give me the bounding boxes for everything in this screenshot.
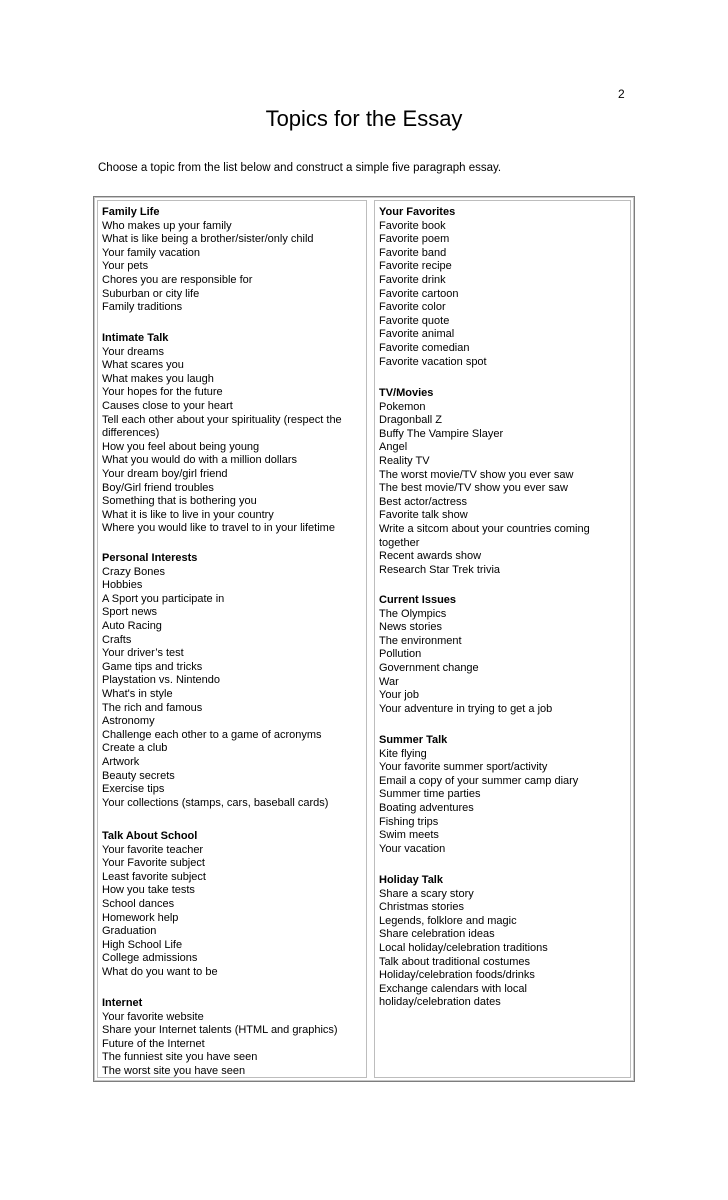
topic-item: Swim meets <box>379 829 439 842</box>
topic-item: Favorite drink <box>379 273 446 286</box>
topic-item: Share celebration ideas <box>379 928 495 941</box>
topic-item: Favorite band <box>379 246 447 259</box>
topic-item: Crazy Bones <box>102 565 165 578</box>
topic-item: Challenge each other to a game of acronyms <box>102 728 322 741</box>
topic-item: Your collections (stamps, cars, baseball cards) <box>102 796 329 809</box>
topic-item: Legends, folklore and magic <box>379 914 517 927</box>
topic-item: Suburban or city life <box>102 287 200 300</box>
topic-section-current-issues <box>379 594 625 716</box>
topic-item: Your Favorite subject <box>102 857 205 870</box>
topic-item: Pollution <box>379 648 422 661</box>
topic-item: Your dreams <box>102 345 164 358</box>
section-heading: Current Issues <box>379 594 457 606</box>
topic-item: Graduation <box>102 925 157 938</box>
topic-item: Summer time parties <box>379 788 481 801</box>
section-heading: Internet <box>102 997 143 1009</box>
topic-item: Favorite comedian <box>379 341 470 354</box>
topic-item: Share a scary story <box>379 887 474 900</box>
topic-item: Talk about traditional costumes <box>379 955 531 968</box>
topic-section-personal-interests <box>102 552 364 810</box>
topic-item: Kite flying <box>379 747 427 760</box>
topic-item: Christmas stories <box>379 901 464 914</box>
topic-item: Causes close to your heart <box>102 399 233 412</box>
topic-section-talk-about-school <box>102 830 364 980</box>
topic-section-intimate-talk <box>102 332 364 536</box>
section-heading: Intimate Talk <box>102 332 169 344</box>
topic-item: How you feel about being young <box>102 440 260 453</box>
topic-item: Something that is bothering you <box>102 495 257 508</box>
topic-item: Favorite talk show <box>379 509 468 522</box>
topic-item: Write a sitcom about your countries coming together <box>379 522 590 549</box>
topic-item: The rich and famous <box>102 701 203 714</box>
topic-item: War <box>379 675 399 688</box>
topic-item: The funniest site you have seen <box>102 1051 258 1064</box>
topic-item: Favorite recipe <box>379 260 452 273</box>
topic-item: Email a copy of your summer camp diary <box>379 774 579 787</box>
topic-item: Favorite vacation spot <box>379 355 487 368</box>
topic-item: Favorite poem <box>379 233 450 246</box>
section-heading: Your Favorites <box>379 206 456 218</box>
topic-item: Favorite book <box>379 219 446 232</box>
topic-item: Dragonball Z <box>379 414 442 427</box>
section-heading: Family Life <box>102 206 160 218</box>
instructions-text: Choose a topic from the list below and construct a simple five paragraph essay. <box>98 162 502 174</box>
topic-item: Best actor/actress <box>379 495 468 508</box>
topic-item: Favorite color <box>379 301 446 314</box>
topic-item: What's in style <box>102 687 173 700</box>
topic-item: Future of the Internet <box>102 1037 205 1050</box>
topic-item: Sport news <box>102 606 158 619</box>
topic-item: Favorite animal <box>379 328 455 341</box>
topic-item: The environment <box>379 634 462 647</box>
topic-item: Your hopes for the future <box>102 386 223 399</box>
topic-item: Your job <box>379 689 419 702</box>
left-column <box>97 200 367 1078</box>
topic-item: Artwork <box>102 755 140 768</box>
topic-item: Exchange calendars with local holiday/celebration dates <box>379 982 527 1009</box>
right-column <box>374 200 631 1078</box>
topic-item: Homework help <box>102 911 179 924</box>
topic-item: The worst movie/TV show you ever saw <box>379 468 574 481</box>
topic-section-holiday-talk <box>379 874 625 1010</box>
topic-item: College admissions <box>102 952 198 965</box>
section-heading: Holiday Talk <box>379 874 443 886</box>
topic-item: Buffy The Vampire Slayer <box>379 427 504 440</box>
topic-item: Who makes up your family <box>102 219 232 232</box>
section-heading: Summer Talk <box>379 734 448 746</box>
topic-item: The Olympics <box>379 607 447 620</box>
topic-item: Exercise tips <box>102 783 165 796</box>
topic-item: Playstation vs. Nintendo <box>102 674 221 687</box>
topic-item: Astronomy <box>102 715 155 728</box>
topic-item: Angel <box>379 441 408 454</box>
topic-item: Beauty secrets <box>102 769 175 782</box>
topic-item: Your family vacation <box>102 246 201 259</box>
topic-item: The worst site you have seen <box>102 1064 246 1077</box>
topic-item: Pokemon <box>379 400 426 413</box>
topic-item: Your favorite summer sport/activity <box>379 761 548 774</box>
topic-item: Crafts <box>102 633 132 646</box>
topic-item: What makes you laugh <box>102 372 214 385</box>
section-heading: Talk About School <box>102 830 198 842</box>
topic-item: School dances <box>102 897 175 910</box>
topic-item: Your adventure in trying to get a job <box>379 702 553 715</box>
topic-item: News stories <box>379 621 442 634</box>
topic-item: Favorite quote <box>379 314 450 327</box>
topic-item: Where you would like to travel to in your lifetime <box>102 522 335 535</box>
topic-item: Boy/Girl friend troubles <box>102 481 214 494</box>
topic-section-tv-movies <box>379 387 625 577</box>
topic-item: Family traditions <box>102 301 183 314</box>
topic-item: Your driver’s test <box>102 647 184 660</box>
topic-item: Research Star Trek trivia <box>379 563 501 576</box>
topic-item: Chores you are responsible for <box>102 273 253 286</box>
section-heading: Personal Interests <box>102 552 198 564</box>
topic-item: Your favorite teacher <box>102 843 204 856</box>
topic-item: Holiday/celebration foods/drinks <box>379 969 535 982</box>
topic-item: Tell each other about your spirituality (respect the differences) <box>102 413 342 440</box>
topic-item: Least favorite subject <box>102 870 206 883</box>
topic-item: A Sport you participate in <box>102 592 225 605</box>
topic-section-your-favorites <box>379 206 625 369</box>
topic-item: Your pets <box>102 260 149 273</box>
page-number: 2 <box>618 87 625 101</box>
topics-table <box>93 196 635 1082</box>
page-title: Topics for the Essay <box>265 106 463 131</box>
topic-item: Reality TV <box>379 454 430 467</box>
topic-item: Your dream boy/girl friend <box>102 467 228 480</box>
topic-section-family-life <box>102 206 364 315</box>
section-heading: TV/Movies <box>379 387 434 399</box>
topic-item: High School Life <box>102 938 183 951</box>
topic-item: Share your Internet talents (HTML and graphics) <box>102 1024 338 1037</box>
topic-item: What it is like to live in your country <box>102 508 274 521</box>
topic-item: What scares you <box>102 359 184 372</box>
topic-item: How you take tests <box>102 884 195 897</box>
topic-item: Local holiday/celebration traditions <box>379 941 548 954</box>
topic-item: Recent awards show <box>379 550 482 563</box>
topic-item: Create a club <box>102 742 168 755</box>
topic-section-internet <box>102 997 364 1079</box>
topic-item: Hobbies <box>102 579 143 592</box>
topic-item: The best movie/TV show you ever saw <box>379 482 568 495</box>
topic-item: Boating adventures <box>379 801 474 814</box>
topic-item: Auto Racing <box>102 619 162 632</box>
topic-item: Favorite cartoon <box>379 287 459 300</box>
topic-item: What is like being a brother/sister/only child <box>102 233 314 246</box>
topic-item: Your favorite website <box>102 1010 204 1023</box>
topic-section-summer-talk <box>379 734 625 856</box>
topic-item: Your vacation <box>379 842 446 855</box>
topic-item: Government change <box>379 661 479 674</box>
topic-item: Game tips and tricks <box>102 660 203 673</box>
topic-item: What do you want to be <box>102 965 218 978</box>
topic-item: What you would do with a million dollars <box>102 454 298 467</box>
topic-item: Fishing trips <box>379 815 439 828</box>
